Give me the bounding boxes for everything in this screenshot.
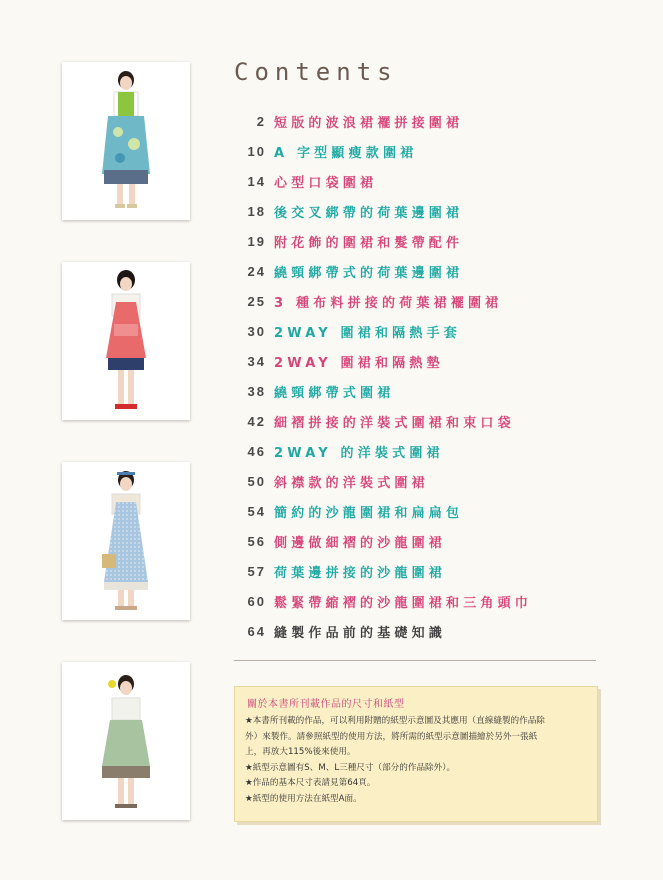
photo-blue-gingham-apron bbox=[62, 462, 190, 620]
toc-page-number: 18 bbox=[247, 203, 266, 219]
photo-green-salon-apron bbox=[62, 662, 190, 820]
toc-page-number: 60 bbox=[247, 593, 266, 609]
toc-entry[interactable] bbox=[228, 226, 532, 256]
toc-page-number: 50 bbox=[247, 473, 266, 489]
toc-entry[interactable] bbox=[228, 256, 532, 286]
note-line: 外）來製作。請參照紙型的使用方法，將所需的紙型示意圖描繪於另外一張紙 bbox=[245, 731, 538, 742]
toc-page-number: 30 bbox=[247, 323, 266, 339]
note-line: ★紙型示意圖有S、M、L三種尺寸（部分的作品除外）。 bbox=[245, 762, 456, 773]
toc-page-number: 10 bbox=[247, 143, 266, 159]
toc-page-number: 19 bbox=[247, 233, 266, 249]
toc-title: 後交叉綁帶的荷葉邊圍裙 bbox=[274, 205, 464, 221]
toc-page-number: 42 bbox=[247, 413, 266, 429]
toc-page-number: 54 bbox=[247, 503, 266, 519]
toc-page-number: 57 bbox=[247, 563, 266, 579]
toc-page-number: 14 bbox=[247, 173, 266, 189]
toc-entry[interactable] bbox=[228, 346, 532, 376]
toc-page-number: 56 bbox=[247, 533, 266, 549]
toc-title: 簡約的沙龍圍裙和扁扁包 bbox=[274, 505, 464, 521]
toc-entry[interactable] bbox=[228, 616, 532, 646]
toc-entry[interactable] bbox=[228, 466, 532, 496]
toc-entry[interactable] bbox=[228, 136, 532, 166]
toc-title: 鬆緊帶縮褶的沙龍圍裙和三角頭巾 bbox=[274, 595, 533, 611]
toc-entry[interactable] bbox=[228, 316, 532, 346]
note-title: 關於本書所刊載作品的尺寸和紙型 bbox=[247, 699, 405, 710]
toc-title: 斜襟款的洋裝式圍裙 bbox=[274, 475, 429, 491]
toc-title: 短版的波浪裙襬拼接圍裙 bbox=[274, 115, 464, 131]
toc-title: 2WAY 的洋裝式圍裙 bbox=[274, 445, 444, 461]
note-line: 上，再放大115%後來使用。 bbox=[245, 747, 356, 757]
toc-title: 附花飾的圍裙和髮帶配件 bbox=[274, 235, 464, 251]
divider bbox=[234, 660, 596, 661]
toc-title: 心型口袋圍裙 bbox=[274, 175, 378, 191]
toc-page-number: 24 bbox=[247, 263, 266, 279]
toc-entry[interactable] bbox=[228, 496, 532, 526]
toc-entry[interactable] bbox=[228, 436, 532, 466]
page-title: Contents bbox=[234, 58, 398, 86]
toc-entry[interactable] bbox=[228, 106, 532, 136]
toc-entry[interactable] bbox=[228, 406, 532, 436]
toc-title: 縫製作品前的基礎知識 bbox=[274, 625, 447, 641]
toc-title: 2WAY 圍裙和隔熱墊 bbox=[274, 355, 444, 371]
toc-entry[interactable] bbox=[228, 376, 532, 406]
toc-entry[interactable] bbox=[228, 166, 532, 196]
toc-entry[interactable] bbox=[228, 556, 532, 586]
note-line: ★作品的基本尺寸表請見第64頁。 bbox=[245, 778, 376, 788]
note-line: ★本書所刊載的作品，可以利用附贈的紙型示意圖及其應用（直線縫製的作品除 bbox=[245, 716, 545, 726]
toc-title: 繞頸綁帶式的荷葉邊圍裙 bbox=[274, 265, 464, 281]
toc-title: 細褶拼接的洋裝式圍裙和束口袋 bbox=[274, 415, 515, 431]
toc-title: 荷葉邊拼接的沙龍圍裙 bbox=[274, 565, 447, 581]
toc-page-number: 38 bbox=[247, 383, 266, 399]
note-line: ★紙型的使用方法在紙型A面。 bbox=[245, 793, 362, 804]
note-body bbox=[245, 714, 587, 807]
toc-page-number: 64 bbox=[247, 623, 266, 639]
photo-floral-apron bbox=[62, 62, 190, 220]
toc-entry[interactable] bbox=[228, 526, 532, 556]
toc-title: A 字型顯瘦款圍裙 bbox=[274, 145, 418, 161]
toc-page-number: 2 bbox=[256, 113, 266, 129]
toc-page-number: 34 bbox=[247, 353, 266, 369]
toc-entry[interactable] bbox=[228, 586, 532, 616]
toc-title: 繞頸綁帶式圍裙 bbox=[274, 385, 395, 401]
photo-pink-apron bbox=[62, 262, 190, 420]
toc-page-number: 25 bbox=[247, 293, 266, 309]
toc-page-number: 46 bbox=[247, 443, 266, 459]
size-note-box bbox=[234, 686, 598, 822]
toc-title: 3 種布料拼接的荷葉裙襬圍裙 bbox=[274, 295, 503, 311]
toc-entry[interactable] bbox=[228, 196, 532, 226]
toc-title: 側邊做細褶的沙龍圍裙 bbox=[274, 535, 447, 551]
toc-title: 2WAY 圍裙和隔熱手套 bbox=[274, 325, 461, 341]
toc-list bbox=[228, 106, 532, 646]
toc-entry[interactable] bbox=[228, 286, 532, 316]
